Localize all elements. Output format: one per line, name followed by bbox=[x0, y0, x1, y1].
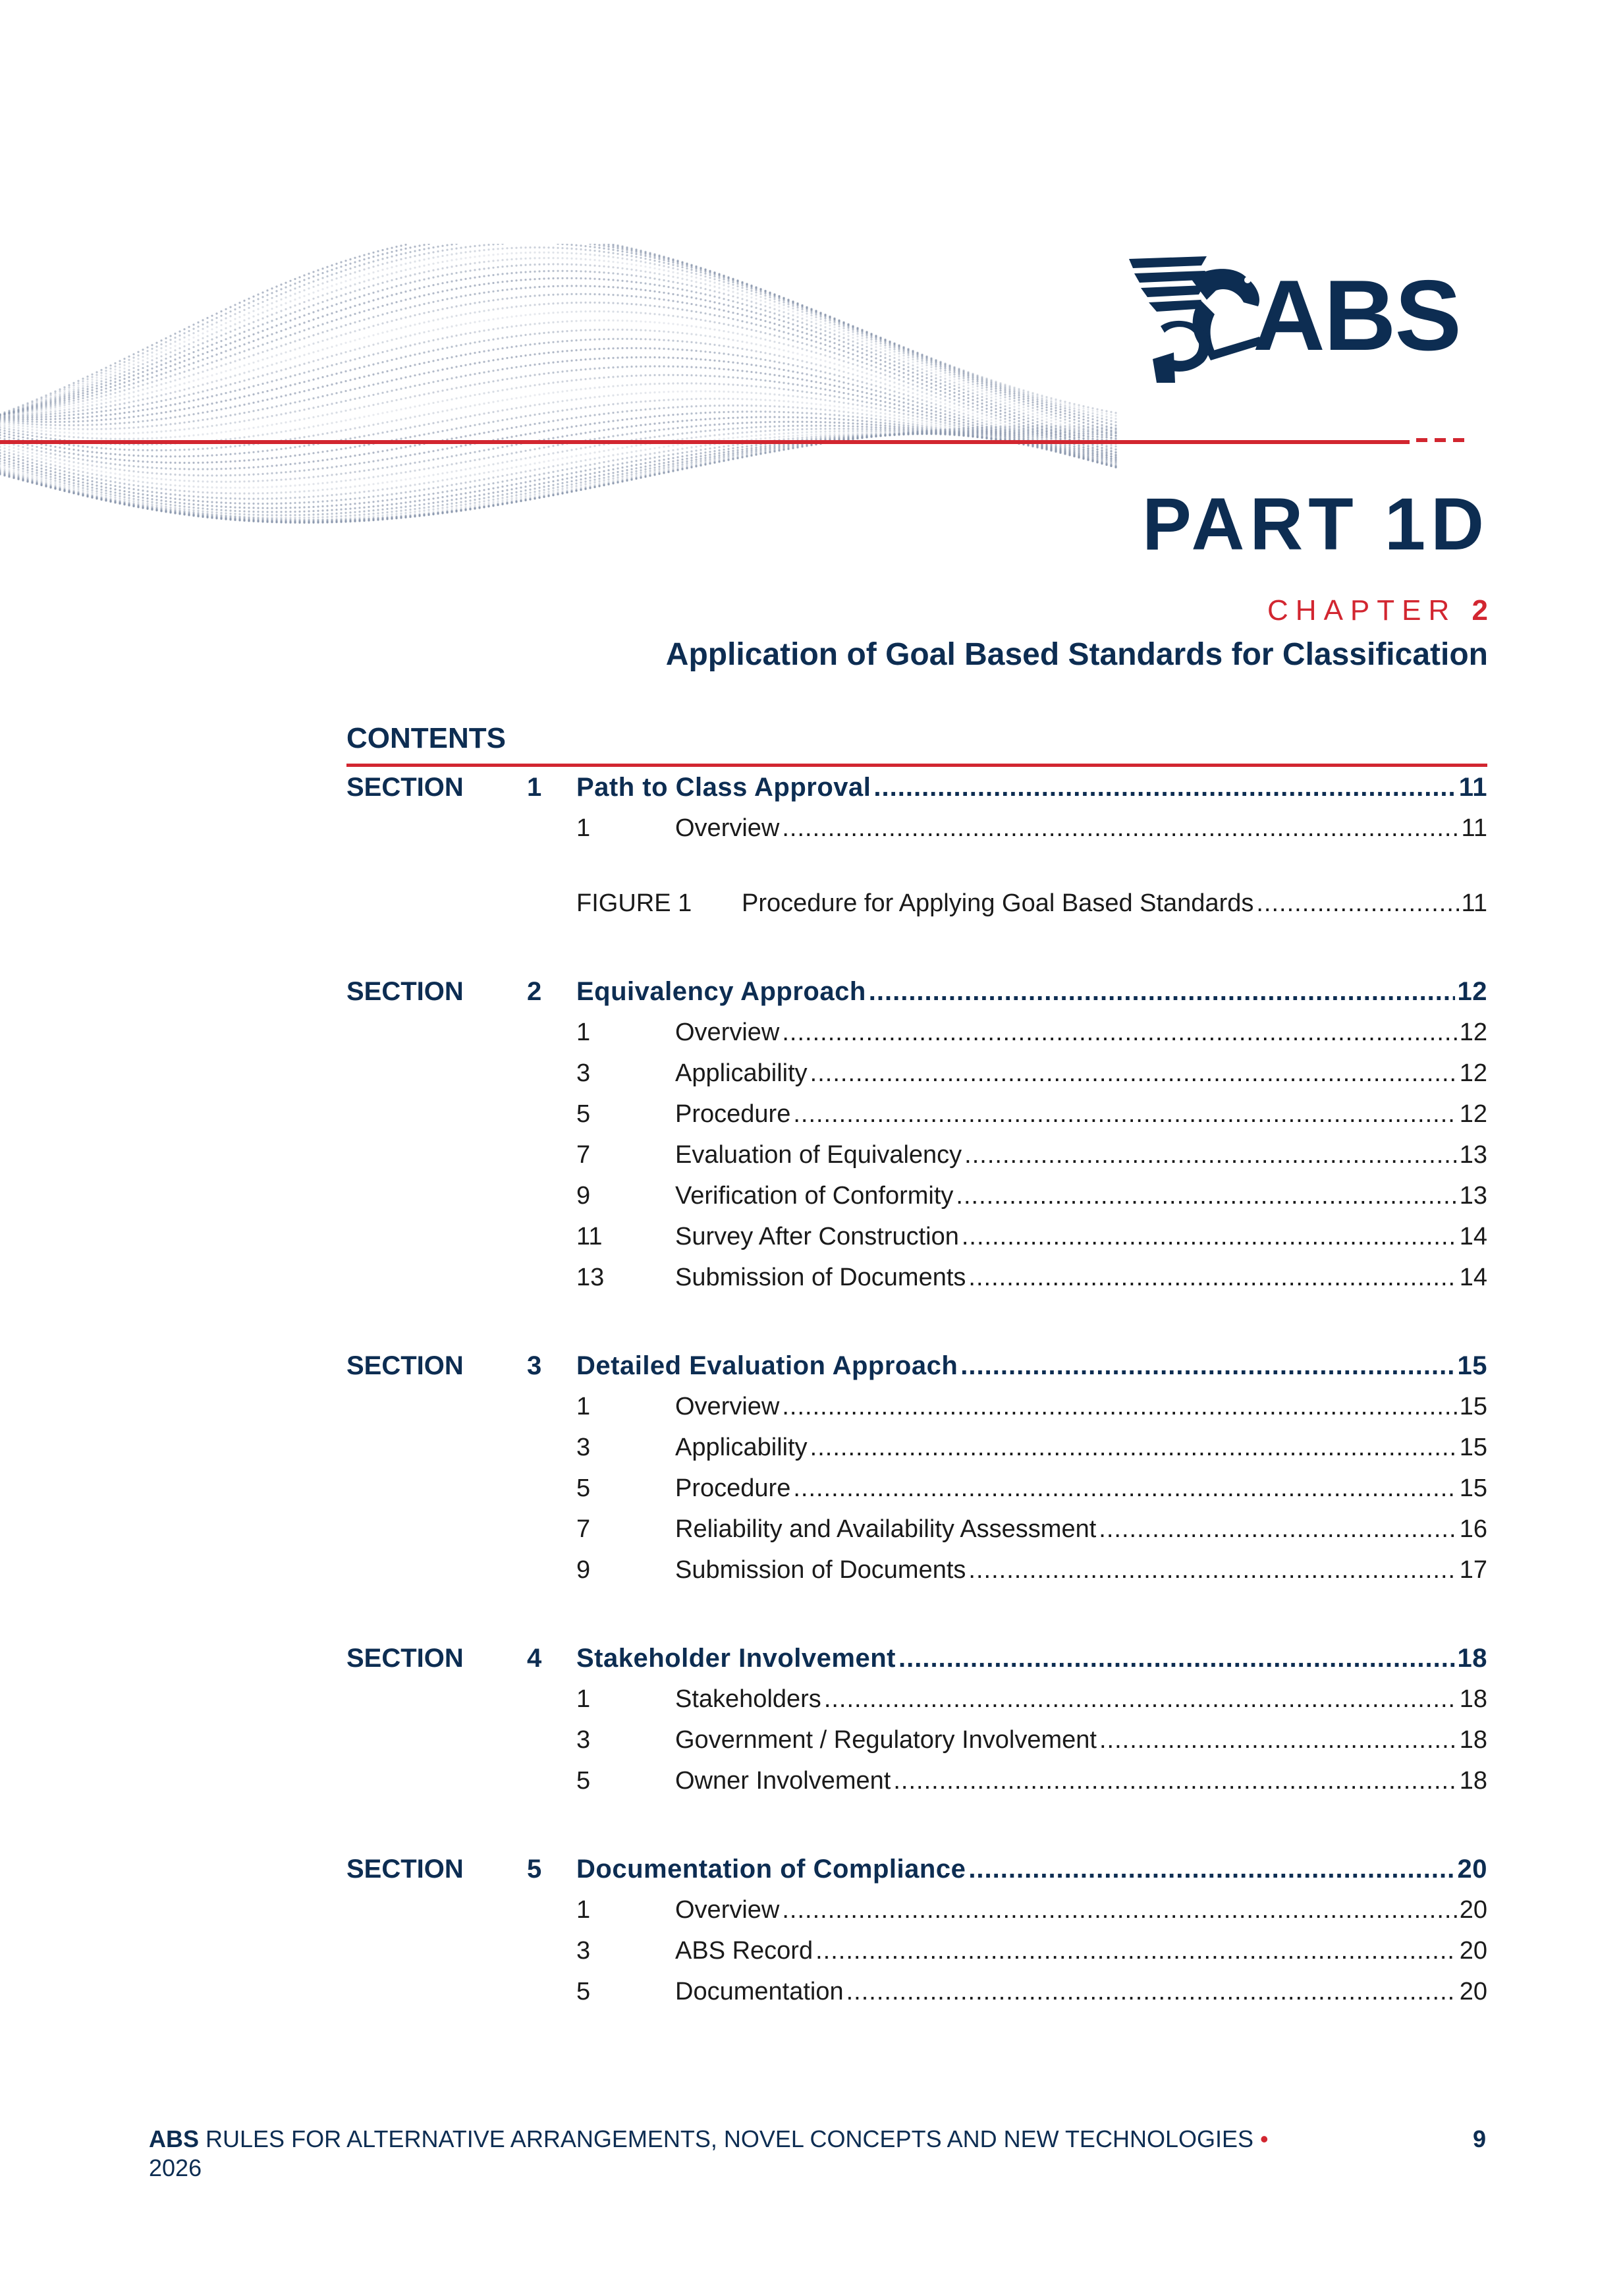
toc-figure-entry-page: 11 bbox=[1461, 889, 1487, 917]
figure-label: FIGURE 1 bbox=[576, 889, 692, 917]
toc-section-entry-title: Documentation of Compliance bbox=[576, 1855, 966, 1884]
toc-item-row bbox=[346, 1683, 1487, 1716]
toc-item-row bbox=[346, 1138, 1487, 1171]
toc-item-entry-page: 18 bbox=[1459, 1767, 1487, 1795]
dot-leader bbox=[810, 1057, 1457, 1090]
toc-item-entry-title: Documentation bbox=[675, 1978, 844, 2005]
section-number: 5 bbox=[527, 1854, 542, 1884]
header-red-rule bbox=[0, 440, 1410, 444]
contents-heading: CONTENTS bbox=[346, 722, 506, 754]
toc-item-entry-title: Owner Involvement bbox=[675, 1767, 891, 1795]
toc-section-entry-title: Path to Class Approval bbox=[576, 773, 871, 802]
toc-item-entry[interactable] bbox=[675, 1261, 1487, 1294]
item-number: 13 bbox=[576, 1264, 605, 1291]
section-label: SECTION bbox=[346, 1854, 464, 1884]
toc-item-entry-page: 20 bbox=[1459, 1978, 1487, 2005]
toc-item-row bbox=[346, 1764, 1487, 1797]
toc-item-entry-page: 16 bbox=[1459, 1515, 1487, 1543]
chapter-label: CHAPTER bbox=[1267, 594, 1457, 627]
section-number: 4 bbox=[527, 1643, 542, 1673]
section-label: SECTION bbox=[346, 976, 464, 1006]
toc-item-entry-page: 12 bbox=[1459, 1059, 1487, 1087]
section-label: SECTION bbox=[346, 772, 464, 802]
dot-leader bbox=[815, 1934, 1457, 1967]
toc-section-entry[interactable] bbox=[576, 771, 1487, 804]
section-number: 1 bbox=[527, 772, 542, 802]
toc-item-entry-title: Government / Regulatory Involvement bbox=[675, 1726, 1097, 1754]
toc-section-entry-page: 15 bbox=[1457, 1351, 1487, 1380]
dot-leader bbox=[1099, 1513, 1456, 1546]
toc-item-entry-title: Applicability bbox=[675, 1059, 808, 1087]
toc-item-entry[interactable] bbox=[675, 1975, 1487, 2008]
toc-item-entry-page: 11 bbox=[1461, 814, 1487, 842]
section-label: SECTION bbox=[346, 1643, 464, 1673]
item-number: 5 bbox=[576, 1767, 591, 1795]
toc-item-entry-page: 13 bbox=[1459, 1182, 1487, 1210]
toc-item-entry-page: 12 bbox=[1459, 1100, 1487, 1128]
part-title: PART 1D bbox=[1142, 483, 1489, 565]
dot-leader bbox=[782, 1390, 1456, 1423]
toc-item-row bbox=[346, 1390, 1487, 1423]
dot-leader bbox=[782, 812, 1458, 845]
dot-leader bbox=[1099, 1723, 1457, 1756]
dot-leader bbox=[793, 1472, 1456, 1505]
toc-item-entry[interactable] bbox=[675, 1390, 1487, 1423]
toc-item-entry[interactable] bbox=[675, 1683, 1487, 1716]
section-number: 3 bbox=[527, 1351, 542, 1380]
eagle-emblem-icon bbox=[1128, 254, 1267, 385]
toc-section-entry-page: 20 bbox=[1457, 1855, 1487, 1884]
toc-item-entry-title: Applicability bbox=[675, 1434, 808, 1461]
toc-item-row bbox=[346, 1975, 1487, 2008]
toc-item-entry-title: ABS Record bbox=[675, 1937, 813, 1965]
toc-item-entry-title: Overview bbox=[675, 1019, 780, 1046]
toc-item-entry[interactable] bbox=[675, 1472, 1487, 1505]
header-red-dashes bbox=[1416, 438, 1469, 445]
toc-item-row bbox=[346, 1431, 1487, 1464]
item-number: 5 bbox=[576, 1978, 591, 2005]
dot-leader bbox=[873, 771, 1456, 804]
item-number: 1 bbox=[576, 1393, 591, 1420]
toc-item-row bbox=[346, 1893, 1487, 1926]
footer-publication-title: RULES FOR ALTERNATIVE ARRANGEMENTS, NOVEL CONCEPTS AND NEW TECHNOLOGIES bbox=[206, 2125, 1253, 2152]
dot-leader bbox=[782, 1016, 1456, 1049]
toc-item-entry-title: Submission of Documents bbox=[675, 1264, 966, 1291]
toc-item-row bbox=[346, 1057, 1487, 1090]
toc-item-entry-title: Overview bbox=[675, 1393, 780, 1420]
item-number: 3 bbox=[576, 1059, 591, 1087]
toc-item-entry-page: 15 bbox=[1459, 1434, 1487, 1461]
dot-leader bbox=[960, 1349, 1454, 1382]
item-number: 3 bbox=[576, 1434, 591, 1461]
toc-item-entry-title: Reliability and Availability Assessment bbox=[675, 1515, 1097, 1543]
toc-item-entry-page: 20 bbox=[1459, 1937, 1487, 1965]
toc-figure-entry-title: Procedure for Applying Goal Based Standards bbox=[742, 889, 1254, 917]
toc-item-row bbox=[346, 1098, 1487, 1131]
toc-figure-row bbox=[346, 887, 1487, 920]
item-number: 7 bbox=[576, 1515, 591, 1543]
page-number: 9 bbox=[1472, 2125, 1486, 2152]
toc-item-entry-page: 15 bbox=[1459, 1393, 1487, 1420]
chapter-title: Application of Goal Based Standards for Classification bbox=[665, 637, 1488, 672]
item-number: 1 bbox=[576, 1896, 591, 1924]
dot-leader bbox=[968, 1261, 1456, 1294]
toc-item-entry[interactable] bbox=[675, 1016, 1487, 1049]
toc-section-entry[interactable] bbox=[576, 975, 1487, 1008]
toc-item-entry-page: 14 bbox=[1459, 1264, 1487, 1291]
toc-item-entry[interactable] bbox=[675, 1098, 1487, 1131]
toc-section-row bbox=[346, 1642, 1487, 1675]
dot-leader bbox=[956, 1179, 1456, 1212]
toc-item-entry-title: Stakeholders bbox=[675, 1685, 821, 1713]
chapter-heading bbox=[1267, 596, 1488, 625]
toc-item-entry-page: 18 bbox=[1459, 1726, 1487, 1754]
footer-brand: ABS bbox=[149, 2125, 200, 2152]
section-label: SECTION bbox=[346, 1351, 464, 1380]
toc-item-entry[interactable] bbox=[675, 1179, 1487, 1212]
item-number: 3 bbox=[576, 1937, 591, 1965]
toc-section-row bbox=[346, 1853, 1487, 1886]
dot-leader bbox=[962, 1220, 1457, 1253]
toc-section-row bbox=[346, 771, 1487, 804]
toc-section-entry-page: 12 bbox=[1457, 977, 1487, 1006]
dot-leader bbox=[824, 1683, 1457, 1716]
toc-item-entry-page: 18 bbox=[1459, 1685, 1487, 1713]
item-number: 3 bbox=[576, 1726, 591, 1754]
dot-leader bbox=[1256, 887, 1458, 920]
toc-item-entry[interactable] bbox=[675, 1934, 1487, 1967]
item-number: 1 bbox=[576, 1685, 591, 1713]
toc-section-row bbox=[346, 1349, 1487, 1382]
chapter-number: 2 bbox=[1472, 594, 1488, 627]
dot-leader bbox=[893, 1764, 1456, 1797]
toc-section-entry-page: 11 bbox=[1458, 773, 1487, 802]
decorative-wave-pattern bbox=[0, 244, 1120, 613]
toc-item-entry[interactable] bbox=[675, 1723, 1487, 1756]
section-number: 2 bbox=[527, 976, 542, 1006]
toc-item-entry-page: 13 bbox=[1459, 1141, 1487, 1169]
dot-leader bbox=[869, 975, 1455, 1008]
item-number: 11 bbox=[576, 1223, 603, 1250]
toc-item-row bbox=[346, 1513, 1487, 1546]
toc-section-entry[interactable] bbox=[576, 1349, 1487, 1382]
toc-item-entry[interactable] bbox=[675, 1057, 1487, 1090]
toc-item-entry[interactable] bbox=[675, 1431, 1487, 1464]
toc-item-entry-title: Overview bbox=[675, 1896, 780, 1924]
dot-leader bbox=[898, 1642, 1455, 1675]
dot-leader bbox=[968, 1554, 1456, 1586]
toc-item-row bbox=[346, 1723, 1487, 1756]
toc-item-row bbox=[346, 1934, 1487, 1967]
item-number: 7 bbox=[576, 1141, 591, 1169]
item-number: 1 bbox=[576, 1019, 591, 1046]
toc-item-entry[interactable] bbox=[675, 812, 1487, 845]
footer-separator: • bbox=[1260, 2125, 1269, 2152]
toc-item-entry-page: 15 bbox=[1459, 1474, 1487, 1502]
page-footer bbox=[149, 2125, 1493, 2183]
toc-section-entry-title: Stakeholder Involvement bbox=[576, 1644, 896, 1673]
toc-item-entry-title: Overview bbox=[675, 814, 780, 842]
item-number: 9 bbox=[576, 1182, 591, 1210]
toc-item-entry-page: 12 bbox=[1459, 1019, 1487, 1046]
item-number: 9 bbox=[576, 1556, 591, 1584]
toc-section-entry-title: Detailed Evaluation Approach bbox=[576, 1351, 958, 1380]
item-number: 1 bbox=[576, 814, 591, 842]
toc-item-entry[interactable] bbox=[675, 1893, 1487, 1926]
abs-logo bbox=[1128, 254, 1483, 385]
toc-item-entry[interactable] bbox=[675, 1513, 1487, 1546]
toc-section-entry-title: Equivalency Approach bbox=[576, 977, 866, 1006]
toc-item-entry-page: 17 bbox=[1459, 1556, 1487, 1584]
toc-item-entry-title: Submission of Documents bbox=[675, 1556, 966, 1584]
toc-item-entry-title: Procedure bbox=[675, 1474, 791, 1502]
toc-item-row bbox=[346, 1016, 1487, 1049]
item-number: 5 bbox=[576, 1100, 591, 1128]
toc-section-row bbox=[346, 975, 1487, 1008]
toc-item-row bbox=[346, 1220, 1487, 1253]
footer-year: 2026 bbox=[149, 2154, 202, 2181]
toc-section-entry-page: 18 bbox=[1457, 1644, 1487, 1673]
toc-item-entry[interactable] bbox=[675, 1764, 1487, 1797]
toc-item-row bbox=[346, 1261, 1487, 1294]
toc-item-entry-page: 20 bbox=[1459, 1896, 1487, 1924]
item-number: 5 bbox=[576, 1474, 591, 1502]
contents-red-rule bbox=[346, 764, 1487, 767]
toc-item-row bbox=[346, 812, 1487, 845]
toc-item-entry-page: 14 bbox=[1459, 1223, 1487, 1250]
toc-item-row bbox=[346, 1472, 1487, 1505]
toc-item-entry-title: Survey After Construction bbox=[675, 1223, 959, 1250]
toc-item-entry-title: Procedure bbox=[675, 1100, 791, 1128]
toc-item-entry[interactable] bbox=[675, 1138, 1487, 1171]
dot-leader bbox=[964, 1138, 1457, 1171]
logo-wordmark: ABS bbox=[1253, 260, 1460, 372]
toc-section-entry[interactable] bbox=[576, 1853, 1487, 1886]
toc-item-entry-title: Evaluation of Equivalency bbox=[675, 1141, 962, 1169]
toc-item-row bbox=[346, 1179, 1487, 1212]
dot-leader bbox=[782, 1893, 1456, 1926]
toc-item-entry[interactable] bbox=[675, 1554, 1487, 1586]
toc-item-entry-title: Verification of Conformity bbox=[675, 1182, 954, 1210]
toc-item-row bbox=[346, 1554, 1487, 1586]
toc-section-entry[interactable] bbox=[576, 1642, 1487, 1675]
toc-figure-entry[interactable] bbox=[742, 887, 1487, 920]
dot-leader bbox=[846, 1975, 1457, 2008]
dot-leader bbox=[793, 1098, 1456, 1131]
toc-item-entry[interactable] bbox=[675, 1220, 1487, 1253]
dot-leader bbox=[810, 1431, 1457, 1464]
dot-leader bbox=[968, 1853, 1454, 1886]
